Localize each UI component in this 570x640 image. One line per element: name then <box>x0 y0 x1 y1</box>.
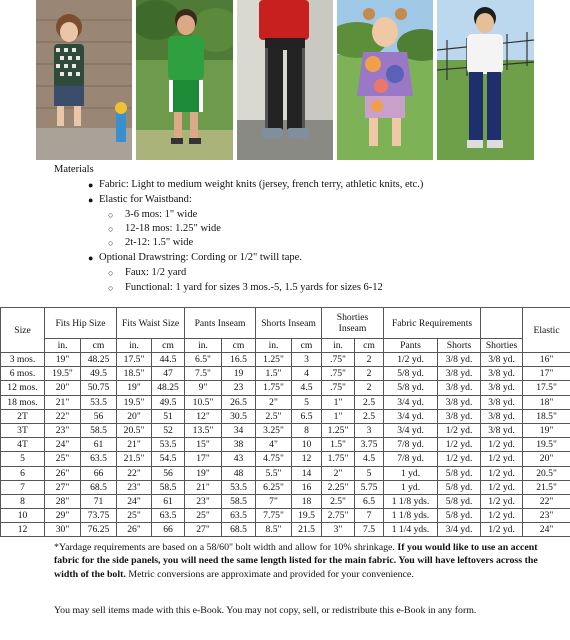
header-inseam: Pants Inseam <box>185 308 256 339</box>
table-cell: 3/8 yd. <box>481 423 523 437</box>
note-text: *Yardage requirements are based on a 58/60" bolt width and allow for 10% shrinkage. <box>54 542 398 553</box>
usage-note: You may sell items made with this e-Book. You may not copy, sell, or redistribute this e-Book in any form. <box>54 605 477 616</box>
table-cell: 21" <box>45 395 81 409</box>
table-cell: 19.5" <box>523 438 570 452</box>
table-cell: 3/8 yd. <box>481 381 523 395</box>
table-cell: 1 1/8 yds. <box>384 509 438 523</box>
table-cell: 19" <box>45 353 81 367</box>
table-cell: 3/4 yd. <box>384 423 438 437</box>
table-cell: 12 <box>292 452 322 466</box>
table-cell: 1 yd. <box>384 480 438 494</box>
table-cell: 22" <box>45 409 81 423</box>
table-cell: 2.5 <box>355 409 384 423</box>
table-cell: 5/8 yd. <box>438 480 481 494</box>
table-row <box>1 466 570 480</box>
table-cell: 34 <box>222 423 256 437</box>
table-cell: 47 <box>152 367 185 381</box>
table-cell: 1 yd. <box>384 466 438 480</box>
materials-subitem: 2t-12: 1.5" wide <box>125 237 194 248</box>
table-cell: .75" <box>322 353 355 367</box>
table-cell: 18" <box>523 395 570 409</box>
table-cell: 1/2 yd. <box>438 423 481 437</box>
table-cell: 3" <box>322 523 355 537</box>
table-cell: 7.5 <box>355 523 384 537</box>
table-cell: 3/8 yd. <box>481 367 523 381</box>
table-cell: 2 <box>355 353 384 367</box>
materials-item-elastic: Elastic for Waistband: <box>99 194 192 205</box>
bullet-icon: ● <box>88 195 94 205</box>
header-shorties-inseam: Shorties Inseam <box>322 308 384 339</box>
table-cell: 1.25" <box>322 423 355 437</box>
table-cell: 63.5 <box>81 452 117 466</box>
table-cell: 18.5" <box>523 409 570 423</box>
bullet-icon: ● <box>88 180 94 190</box>
table-cell: 26" <box>45 466 81 480</box>
table-cell: 58.5 <box>81 423 117 437</box>
table-cell: 12" <box>185 409 222 423</box>
table-cell: 5.5" <box>256 466 292 480</box>
table-cell: 3/4 yd. <box>384 409 438 423</box>
table-row <box>1 509 570 523</box>
subheader-cm: cm <box>222 339 256 353</box>
photo-boy-green-shorts <box>136 0 233 160</box>
table-cell: 43 <box>222 452 256 466</box>
table-cell: 2.25" <box>322 480 355 494</box>
size-cell: 6 mos. <box>1 367 45 381</box>
circle-bullet-icon: ○ <box>108 268 114 278</box>
table-row <box>1 353 570 367</box>
table-cell: 1.75" <box>256 381 292 395</box>
table-cell: 3/8 yd. <box>438 395 481 409</box>
table-cell: 1/2 yd. <box>481 480 523 494</box>
size-cell: 10 <box>1 509 45 523</box>
size-chart-table <box>0 307 570 537</box>
table-cell: 10.5" <box>185 395 222 409</box>
table-cell: 15" <box>185 438 222 452</box>
table-row <box>1 409 570 423</box>
table-cell: 3.75 <box>355 438 384 452</box>
table-cell: 63.5 <box>222 509 256 523</box>
table-cell: 1 1/8 yds. <box>384 494 438 508</box>
table-cell: 6.5 <box>292 409 322 423</box>
table-cell: 27" <box>45 480 81 494</box>
table-cell: 2.75" <box>322 509 355 523</box>
table-cell: 3/8 yd. <box>438 409 481 423</box>
table-cell: 3/8 yd. <box>438 353 481 367</box>
subheader-shorties: Shorties <box>481 339 523 353</box>
materials-item-drawstring: Optional Drawstring: Cording or 1/2" twill tape. <box>99 252 302 263</box>
table-cell: 19" <box>117 381 152 395</box>
table-cell: 24" <box>117 494 152 508</box>
size-cell: 5 <box>1 452 45 466</box>
table-cell: 3.25" <box>256 423 292 437</box>
table-cell: 9" <box>185 381 222 395</box>
table-cell: 56 <box>152 466 185 480</box>
table-cell: 63.5 <box>152 509 185 523</box>
table-cell: 1.25" <box>256 353 292 367</box>
table-cell: 18.5" <box>117 367 152 381</box>
subheader-cm: cm <box>292 339 322 353</box>
table-cell: 4 <box>292 367 322 381</box>
table-cell: 21.5" <box>117 452 152 466</box>
header-elastic: Elastic <box>523 308 570 353</box>
table-cell: 23" <box>185 494 222 508</box>
table-cell: 5/8 yd. <box>384 381 438 395</box>
table-cell: 50.75 <box>81 381 117 395</box>
table-cell: 5.75 <box>355 480 384 494</box>
table-cell: 48.25 <box>81 353 117 367</box>
table-cell: 71 <box>81 494 117 508</box>
table-cell: 5 <box>355 466 384 480</box>
table-cell: .75" <box>322 381 355 395</box>
table-cell: 3/4 yd. <box>384 395 438 409</box>
table-row <box>1 452 570 466</box>
materials-item-fabric: Fabric: Light to medium weight knits (jersey, french terry, athletic knits, etc.) <box>99 179 424 190</box>
table-cell: 68.5 <box>81 480 117 494</box>
table-cell: 2.5" <box>256 409 292 423</box>
table-cell: 17" <box>185 452 222 466</box>
table-cell: 19 <box>222 367 256 381</box>
circle-bullet-icon: ○ <box>108 238 114 248</box>
subheader-cm: cm <box>81 339 117 353</box>
table-cell: 3/8 yd. <box>481 395 523 409</box>
table-cell: 3/8 yd. <box>481 409 523 423</box>
table-cell: 3/8 yd. <box>438 367 481 381</box>
table-cell: 1/2 yd. <box>384 353 438 367</box>
size-cell: 3T <box>1 423 45 437</box>
photo-strip <box>36 0 534 160</box>
size-cell: 7 <box>1 480 45 494</box>
table-cell: 1/2 yd. <box>481 509 523 523</box>
table-cell: 1.5" <box>256 367 292 381</box>
table-cell: 20.5" <box>523 466 570 480</box>
size-cell: 2T <box>1 409 45 423</box>
table-cell: 38 <box>222 438 256 452</box>
table-cell: 1" <box>322 395 355 409</box>
subheader-cm: cm <box>152 339 185 353</box>
table-cell: 66 <box>152 523 185 537</box>
table-cell: 54.5 <box>152 452 185 466</box>
table-cell: 52 <box>152 423 185 437</box>
materials-subitem: Functional: 1 yard for sizes 3 mos.-5, 1.5 yards for sizes 6-12 <box>125 282 383 293</box>
table-row <box>1 381 570 395</box>
table-cell: 19.5" <box>117 395 152 409</box>
table-cell: 73.75 <box>81 509 117 523</box>
table-cell: 2.5" <box>322 494 355 508</box>
table-cell: 7/8 yd. <box>384 438 438 452</box>
table-cell: 7" <box>256 494 292 508</box>
table-cell: 4.5 <box>292 381 322 395</box>
table-row <box>1 438 570 452</box>
table-cell: 19.5 <box>292 509 322 523</box>
circle-bullet-icon: ○ <box>108 283 114 293</box>
photo-boy-navy-pants <box>437 0 534 160</box>
table-cell: 3 <box>292 353 322 367</box>
table-cell: 7 <box>355 509 384 523</box>
photo-toddler-houndstooth <box>36 0 132 160</box>
table-row <box>1 480 570 494</box>
size-cell: 3 mos. <box>1 353 45 367</box>
table-cell: 61 <box>152 494 185 508</box>
table-row <box>1 494 570 508</box>
subheader-in: in. <box>256 339 292 353</box>
table-row <box>1 523 570 537</box>
table-cell: 1/2 yd. <box>481 452 523 466</box>
photo-girl-tie-dye <box>337 0 433 160</box>
table-cell: 22" <box>117 466 152 480</box>
table-cell: 25" <box>185 509 222 523</box>
table-cell: 21.5" <box>523 480 570 494</box>
table-cell: 7.75" <box>256 509 292 523</box>
table-cell: 16" <box>523 353 570 367</box>
table-cell: 23" <box>45 423 81 437</box>
subheader-shorts: Shorts <box>438 339 481 353</box>
table-cell: 23" <box>523 509 570 523</box>
table-cell: 1 1/4 yds. <box>384 523 438 537</box>
table-cell: 13.5" <box>185 423 222 437</box>
materials-heading: Materials <box>54 164 94 175</box>
table-cell: 24" <box>45 438 81 452</box>
table-cell: 20" <box>117 409 152 423</box>
table-cell: 48 <box>222 466 256 480</box>
table-cell: 7/8 yd. <box>384 452 438 466</box>
table-cell: 49.5 <box>81 367 117 381</box>
table-cell: 5/8 yd. <box>384 367 438 381</box>
table-cell: 24" <box>523 523 570 537</box>
size-cell: 8 <box>1 494 45 508</box>
table-cell: 30" <box>45 523 81 537</box>
table-cell: 6.5 <box>355 494 384 508</box>
table-cell: 56 <box>81 409 117 423</box>
table-cell: 1/2 yd. <box>481 494 523 508</box>
table-cell: 20.5" <box>117 423 152 437</box>
table-cell: 1/2 yd. <box>481 523 523 537</box>
table-cell: 30.5 <box>222 409 256 423</box>
subheader-cm: cm <box>355 339 384 353</box>
yardage-note <box>54 541 554 581</box>
table-cell: 29" <box>45 509 81 523</box>
table-cell: 4" <box>256 438 292 452</box>
table-cell: 3/4 yd. <box>438 523 481 537</box>
subheader-in: in. <box>185 339 222 353</box>
table-cell: 8.5" <box>256 523 292 537</box>
table-row <box>1 367 570 381</box>
table-cell: 21" <box>117 438 152 452</box>
size-chart-body <box>1 353 570 537</box>
table-cell: 1" <box>322 409 355 423</box>
size-cell: 6 <box>1 466 45 480</box>
header-fabric: Fabric Requirements <box>384 308 481 339</box>
table-cell: 3/8 yd. <box>438 381 481 395</box>
table-cell: 44.5 <box>152 353 185 367</box>
table-cell: 26.5 <box>222 395 256 409</box>
size-cell: 12 <box>1 523 45 537</box>
bullet-icon: ● <box>88 253 94 263</box>
table-cell: 48.25 <box>152 381 185 395</box>
table-cell: 17.5" <box>117 353 152 367</box>
table-cell: 8 <box>292 423 322 437</box>
header-blank <box>481 308 523 339</box>
table-cell: 7.5" <box>185 367 222 381</box>
table-cell: 16 <box>292 480 322 494</box>
table-cell: 21.5 <box>292 523 322 537</box>
table-row <box>1 423 570 437</box>
table-cell: 76.25 <box>81 523 117 537</box>
table-cell: 10 <box>292 438 322 452</box>
table-cell: 1/2 yd. <box>481 438 523 452</box>
header-shorts-inseam: Shorts Inseam <box>256 308 322 339</box>
table-cell: 58.5 <box>152 480 185 494</box>
subheader-in: in. <box>322 339 355 353</box>
table-cell: 2" <box>256 395 292 409</box>
header-size: Size <box>1 308 45 353</box>
table-cell: 68.5 <box>222 523 256 537</box>
table-cell: 2.5 <box>355 395 384 409</box>
table-cell: 6.25" <box>256 480 292 494</box>
table-cell: 25" <box>45 452 81 466</box>
table-cell: 6.5" <box>185 353 222 367</box>
table-cell: 1/2 yd. <box>481 466 523 480</box>
table-cell: 18 <box>292 494 322 508</box>
table-cell: 1/2 yd. <box>438 452 481 466</box>
table-cell: 3 <box>355 423 384 437</box>
table-cell: 17.5" <box>523 381 570 395</box>
table-cell: 5 <box>292 395 322 409</box>
table-cell: 61 <box>81 438 117 452</box>
subheader-pants: Pants <box>384 339 438 353</box>
table-cell: 16.5 <box>222 353 256 367</box>
circle-bullet-icon: ○ <box>108 210 114 220</box>
table-cell: 1.75" <box>322 452 355 466</box>
subheader-in: in. <box>45 339 81 353</box>
table-cell: 23" <box>117 480 152 494</box>
table-cell: 25" <box>117 509 152 523</box>
table-cell: 4.75" <box>256 452 292 466</box>
table-cell: 53.5 <box>81 395 117 409</box>
table-cell: 21" <box>185 480 222 494</box>
size-cell: 4T <box>1 438 45 452</box>
table-cell: 22" <box>523 494 570 508</box>
table-cell: 14 <box>292 466 322 480</box>
table-cell: 53.5 <box>152 438 185 452</box>
materials-subitem: 3-6 mos: 1" wide <box>125 209 198 220</box>
table-cell: 28" <box>45 494 81 508</box>
table-cell: 20" <box>45 381 81 395</box>
size-cell: 18 mos. <box>1 395 45 409</box>
table-row <box>1 395 570 409</box>
table-cell: 3/8 yd. <box>481 353 523 367</box>
table-cell: 66 <box>81 466 117 480</box>
table-cell: 1/2 yd. <box>438 438 481 452</box>
header-waist: Fits Waist Size <box>117 308 185 339</box>
materials-subitem: Faux: 1/2 yard <box>125 267 187 278</box>
table-cell: 19.5" <box>45 367 81 381</box>
table-cell: 23 <box>222 381 256 395</box>
table-cell: 19" <box>523 423 570 437</box>
table-cell: 20" <box>523 452 570 466</box>
note-bold-text: If you would like to use an accent fabric for the side panels, you will need the same length listed for the main fabric. You will have leftovers across the width of the bolt. <box>54 542 538 580</box>
note-text: Metric conversions are approximate and provided for your convenience. <box>125 568 414 580</box>
table-cell: .75" <box>322 367 355 381</box>
photo-black-pants <box>237 0 333 160</box>
table-cell: 17" <box>523 367 570 381</box>
size-cell: 12 mos. <box>1 381 45 395</box>
table-cell: 53.5 <box>222 480 256 494</box>
materials-subitem: 12-18 mos: 1.25" wide <box>125 223 221 234</box>
table-cell: 58.5 <box>222 494 256 508</box>
table-cell: 2 <box>355 381 384 395</box>
table-cell: 4.5 <box>355 452 384 466</box>
header-hip: Fits Hip Size <box>45 308 117 339</box>
table-cell: 5/8 yd. <box>438 494 481 508</box>
table-cell: 27" <box>185 523 222 537</box>
table-cell: 51 <box>152 409 185 423</box>
table-cell: 2" <box>322 466 355 480</box>
table-cell: 26" <box>117 523 152 537</box>
table-cell: 5/8 yd. <box>438 509 481 523</box>
table-cell: 49.5 <box>152 395 185 409</box>
circle-bullet-icon: ○ <box>108 224 114 234</box>
table-cell: 1.5" <box>322 438 355 452</box>
table-cell: 2 <box>355 367 384 381</box>
table-cell: 19" <box>185 466 222 480</box>
subheader-in: in. <box>117 339 152 353</box>
table-cell: 5/8 yd. <box>438 466 481 480</box>
